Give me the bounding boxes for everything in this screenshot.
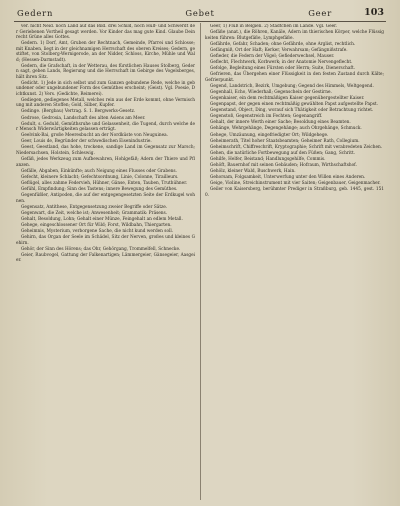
dictionary-entry: Gehorsam, Folgsamkeit, Unterwerfung unter den Willen eines Anderen.	[210, 175, 366, 181]
dictionary-entry: Geest, Geestland, das hohe, trockene, sandige Land im Gegensatz zur Marsch; Niedersachsen, Holstein, Schleswig.	[16, 145, 195, 156]
dictionary-entry: Gedern. 1) Dorf, Amt, Gruben der Rechtnach, Gemeinde, Pfarrei und Schlosse; mit Knaben, liegt in der gleichnamigen Herrschaft des oberen Kreises; Gedern, gestiftet, von Stolberg-Wernigerode, an der Nidder, Schloss, Kirche, Mühle und Wald; (Hessen-Darmstadt).	[16, 41, 195, 63]
header-center-word: Gebet	[185, 8, 215, 18]
dictionary-entry: Geige, Violine, Streichinstrument mit vier Saiten; Geigenbauer, Geigenmacher.	[210, 181, 381, 187]
dictionary-entry: Gehege, eingeschlossener Ort für Wild; Forst, Wildbahn, Thiergarten.	[21, 222, 172, 228]
dictionary-entry: Geer, Louis de, Begründer der schwedischen Eisenindustrie.	[21, 139, 152, 145]
dictionary-entry: Gefährde, Gefahr, Schaden; ohne Gefährde, ohne Arglist, rechtlich.	[210, 41, 356, 47]
dictionary-entry: Gedicht. 1) Jede in sich selbst und zum Ganzen gebundene Rede, welche in gebundener oder ungebundener Form des Gemüthes erscheint; (Geist). Vgl. Poesie, Dichtkunst. 2) Vers. (Gedichte, Reimerei).	[16, 80, 195, 97]
dictionary-entry: Gefecht, kleinere Schlacht; Gefechtsordnung, Linie, Colonne, Tirailleurs.	[21, 174, 179, 180]
dictionary-entry: Gegenstoß, Gegenstreich im Fechten; Gegenangriff.	[210, 114, 323, 120]
dictionary-entry: Gefälle, Abgaben, Einkünfte; auch Neigung eines Flusses oder Grabens.	[21, 168, 177, 174]
dictionary-entry: Gehege, Umzäunung, eingefriedigter Ort; Wildgehege.	[210, 132, 329, 138]
dictionary-entry: Gegenhall, Echo, Wiederhall; Gegenschein der Gestirne.	[210, 89, 332, 95]
dictionary-entry: Gehalt, Besoldung, Lohn; Gehalt einer Münze, Feingehalt an edlem Metall.	[21, 216, 183, 222]
dictionary-entry: Geheimschrift, Chiffreschrift, Kryptographie; Schrift mit verabredeten Zeichen.	[210, 144, 383, 150]
dictionary-entry: Gegend, Landstrich, Bezirk, Umgebung; Gegend des Himmels, Weltgegend.	[210, 83, 374, 89]
dictionary-entry: Gehör, der Sinn des Hörens; das Ohr, Gehörgang, Trommelfell, Schnecke.	[21, 246, 181, 252]
left-column	[16, 24, 195, 500]
dictionary-entry: Gediegen, gediegenes Metall, welches rein aus der Erde kommt, ohne Vermischung mit anderen Stoffen; Gold, Silber, Kupfer.	[16, 97, 195, 109]
dictionary-entry: Gefieder, die Federn der Vögel; Gefiederwechsel, Mauser.	[210, 53, 335, 59]
dictionary-entry: Gefolge, Begleitung eines Fürsten oder Herrn; Suite, Dienerschaft.	[210, 66, 355, 72]
dictionary-entry: Geer, 1) Fluß in Belgien. 2) Städtchen im Lande. Vgl. Geer.	[210, 24, 338, 29]
dictionary-entry: Gefühl, Empfindung; Sinn des Tastens; innere Bewegung des Gemüthes.	[21, 186, 178, 192]
dictionary-entry: Gehen, die natürliche Fortbewegung auf den Füßen; Gang, Schritt.	[210, 150, 356, 156]
dictionary-entry: Gegenpapst, der gegen einen rechtmäßig gewählten Papst aufgestellte Papst.	[210, 102, 378, 108]
dictionary-entry: Gehilfe, Helfer, Beistand; Handlungsgehilfe, Commis.	[210, 156, 326, 162]
dictionary-entry: Gehöft, Bauernhof mit seinen Gebäuden; Hofraum, Wirthschaftshof.	[210, 162, 357, 168]
dictionary-entry: Geiler von Kaisersberg, berühmter Prediger in Straßburg, geb. 1445, gest. 1510.	[205, 187, 384, 198]
dictionary-entry: Geheimnis, Mysterium, verborgene Sache, die nicht kund werden soll.	[21, 228, 174, 234]
dictionary-entry: Geflügel, alles zahme Federvieh, Hühner, Gänse, Enten, Tauben, Truthühner.	[21, 180, 188, 186]
dictionary-entry: Gedrose, Gedrosia, Landschaft des alten Asiens am Meer.	[21, 115, 146, 121]
dictionary-entry: Gefäß, jedes Werkzeug zum Aufbewahren, Hohlgefäß; Adern der Thiere und Pflanzen.	[16, 157, 195, 168]
dictionary-entry: Gedinge. (Bergbau) Vertrag. S. 1. Bergwerks-Gesetz.	[21, 109, 136, 115]
dictionary-entry: Gehänge, Wehrgehänge, Degengehänge; auch Ohrgehänge, Schmuck.	[210, 126, 362, 132]
dictionary-entry: Geheimerath, Titel hoher Staatsbeamten; Geheimer Rath, Collegium.	[210, 138, 360, 144]
dictionary-entry: Gehölz, kleiner Wald, Buschwerk, Hain.	[210, 169, 296, 175]
running-head	[14, 6, 386, 20]
dictionary-entry: Gegenkaiser, ein dem rechtmäßigen Kaiser gegenübergestellter Kaiser.	[210, 95, 365, 101]
dictionary-entry: Geflecht, Flechtwerk, Korbwerk; in der Anatomie Nervengeflecht.	[210, 59, 353, 65]
column-divider	[200, 23, 201, 500]
header-rule	[14, 21, 386, 22]
dictionary-entry: Gehirn, das Organ der Seele im Schädel, Sitz der Nerven, großes und kleines Gehirn.	[16, 235, 195, 246]
right-column	[205, 24, 384, 500]
page-number: 103	[364, 7, 384, 18]
dictionary-entry: Geelvink-Bai, große Meeresbucht an der Nordküste von Neuguinea.	[21, 133, 169, 139]
dictionary-entry: Gedult, s. Geduld, Gemüthsruhe und Gelassenheit, die Tugend, durch welche der Mensch Widerwärtigkeiten gelassen erträgt.	[16, 121, 195, 133]
dictionary-entry: Gefäße (anat.), die Röhren, Kanäle, Adern im thierischen Körper, welche Flüssigkeiten führen: Blutgefäße, Lymphgefäße.	[205, 30, 384, 41]
header-left-word: Gedern	[17, 8, 54, 18]
dictionary-entry: Gedern, die Grafschaft, in der Wetterau, des fürstlichen Hauses Stolberg, Gedern sagt, geben Lands, Regierung und die Herrschaft im Gebirge des Vogelsberges, hält ihren Sitz.	[16, 63, 195, 80]
dictionary-entry: Gegenfüßler, Antipoden, die auf der entgegengesetzten Seite der Erdkugel wohnen.	[16, 193, 195, 204]
dictionary-entry: Geier, Raubvogel, Gattung der Falkenartigen; Lämmergeier, Gänsegeier, Aasgeier.	[16, 252, 195, 264]
header-right-word: Geer	[308, 8, 332, 18]
dictionary-entry: Gegensatz, Antithese, Entgegensetzung zweier Begriffe oder Sätze.	[21, 204, 168, 210]
dictionary-entry: Gehalt, der innere Werth einer Sache; Besoldung eines Beamten.	[210, 120, 351, 126]
dictionary-entry: Gefängniß, Ort der Haft; Kerker, Verwahrsam; Gefängnißstrafe.	[210, 47, 348, 53]
dictionary-entry: Gefrieren, das Übergehen einer Flüssigkeit in den festen Zustand durch Kälte; Gefrierpunkt.	[205, 72, 384, 83]
dictionary-entry: Gegenwart, die Zeit, welche ist; Anwesenheit; Grammatik: Präsens.	[21, 210, 168, 216]
dictionary-entry: ver. nicht Neid. noch Land auf das Bild. drei Schild, noch Hulf- und Schwerdt der Geriebenen Vortheil gesagt werden. Vor Kinder das mag gute Kind. Glaube Dein recht Grüne alles Gottes.	[16, 24, 195, 40]
dictionary-entry: Gegenstand, Object, Ding, worauf sich Thätigkeit oder Betrachtung richtet.	[210, 108, 374, 114]
